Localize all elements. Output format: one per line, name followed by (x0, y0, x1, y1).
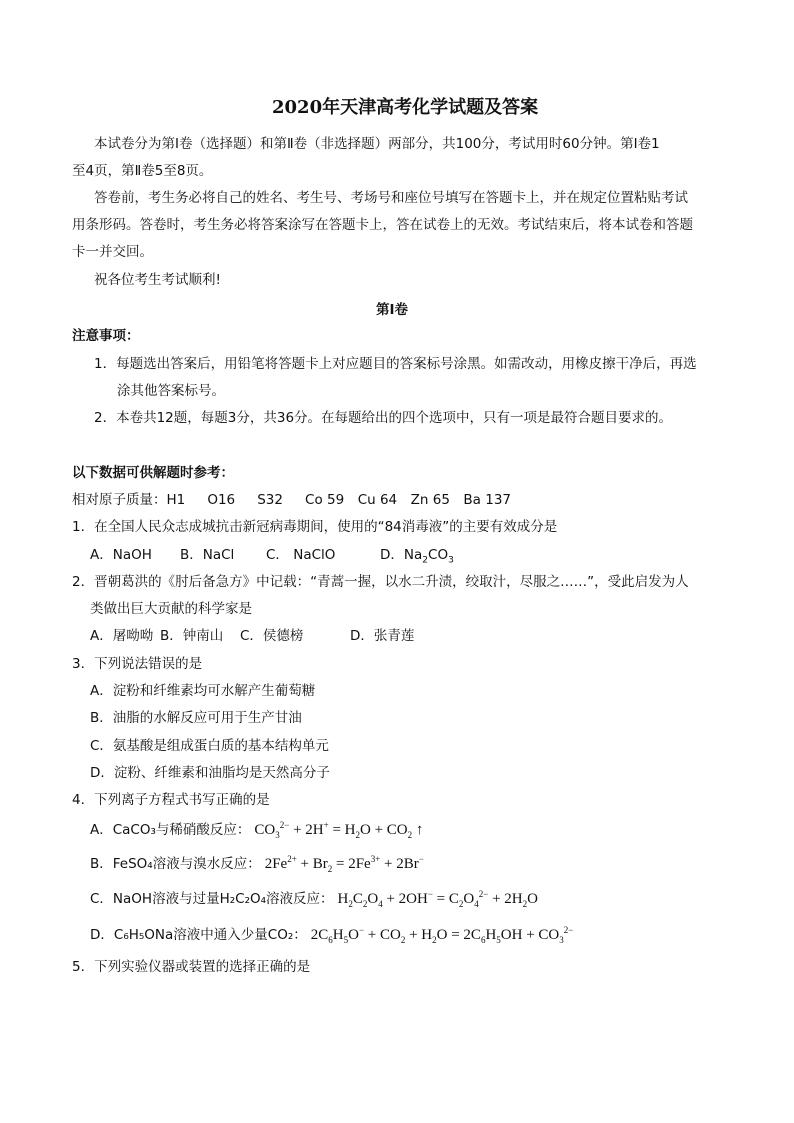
question-5-stem: 5．下列实验仪器或装置的选择正确的是 (72, 959, 311, 975)
question-3-option-a: A．淀粉和纤维素均可水解产生葡萄糖 (90, 683, 316, 699)
note-1-line-2: 涂其他答案标号。 (117, 383, 225, 399)
intro-paragraph-2-line-1: 答卷前，考生务必将自己的姓名、考生号、考场号和座位号填写在答题卡上，并在规定位置粘贴考试 (94, 190, 688, 206)
option-d-label: D．C₆H₅ONa溶液中通入少量CO₂： (90, 927, 307, 943)
page-title: 2020年天津高考化学试题及答案 (272, 97, 539, 118)
option-d-text: D．Na (380, 547, 423, 563)
question-1-option-d (380, 545, 454, 565)
question-1-option-b: B．NaCl (180, 547, 235, 563)
option-d-subscript-1: 2 (422, 555, 429, 566)
question-4-option-b (90, 854, 424, 874)
question-1-stem: 1．在全国人民众志成城抗击新冠病毒期间，使用的“84消毒液”的主要有效成分是 (72, 519, 558, 535)
notes-heading: 注意事项： (72, 328, 140, 344)
question-4-option-c (90, 889, 538, 909)
intro-paragraph-3: 祝各位考生考试顺利! (94, 272, 221, 288)
question-3-stem: 3．下列说法错误的是 (72, 656, 203, 672)
data-reference-heading: 以下数据可供解题时参考： (72, 465, 234, 481)
intro-paragraph-2-line-2: 用条形码。答卷时，考生务必将答案涂写在答题卡上，答在试卷上的无效。考试结束后，将本试卷和答题 (72, 217, 693, 233)
note-1-line-1: 1．每题选出答案后，用铅笔将答题卡上对应题目的答案标号涂黑。如需改动，用橡皮擦干净后，再选 (94, 356, 697, 372)
section-title: 第Ⅰ卷 (376, 302, 409, 318)
note-2: 2．本卷共12题，每题3分，共36分。在每题给出的四个选项中，只有一项是最符合题目要求的。 (94, 410, 673, 426)
question-3-option-c: C．氨基酸是组成蛋白质的基本结构单元 (90, 738, 329, 754)
option-d-equation: $2C_6H_5O^- + CO_2 + H_2O = 2C_6H_5OH + CO_3^{2-}$ (310, 925, 574, 945)
question-2-option-b: B．钟南山 (160, 628, 224, 644)
option-a-equation: $CO_3^{2-} + 2H^+ = H_2O + CO_2$ ↑ (254, 820, 424, 840)
question-2-option-c: C．侯德榜 (240, 628, 304, 644)
option-a-label: A．CaCO₃与稀硝酸反应： (90, 822, 251, 838)
question-2-stem-line-1: 2．晋朝葛洪的《肘后备急方》中记载：“青蒿一握，以水二升渍，绞取汁，尽服之……”，受此启发为人 (72, 574, 689, 590)
question-3-option-b: B．油脂的水解反应可用于生产甘油 (90, 710, 302, 726)
intro-paragraph-1-line-2: 至4页，第Ⅱ卷5至8页。 (72, 163, 213, 179)
intro-paragraph-1-line-1: 本试卷分为第Ⅰ卷（选择题）和第Ⅱ卷（非选择题）两部分，共100分，考试用时60分钟。第Ⅰ卷1 (94, 136, 660, 152)
option-d-text-2: CO (428, 547, 449, 563)
option-d-subscript-2: 3 (448, 555, 454, 566)
option-c-equation: $H_2C_2O_4 + 2OH^- = C_2O_4^{2-} + 2H_2O$ (337, 889, 538, 909)
intro-paragraph-2-line-3: 卡一并交回。 (72, 244, 153, 260)
option-b-equation: $2Fe^{2+} + Br_2 = 2Fe^{3+} + 2Br^-$ (264, 854, 424, 874)
atomic-masses: 相对原子质量：H1 O16 S32 Co 59 Cu 64 Zn 65 Ba 137 (72, 492, 512, 508)
question-1-option-a: A．NaOH (90, 547, 152, 563)
question-4-option-a (90, 820, 423, 840)
question-4-option-d (90, 925, 573, 945)
option-c-label: C．NaOH溶液与过量H₂C₂O₄溶液反应： (90, 891, 334, 907)
question-3-option-d: D．淀粉、纤维素和油脂均是天然高分子 (90, 765, 330, 781)
option-b-label: B．FeSO₄溶液与溴水反应： (90, 856, 261, 872)
question-2-stem-line-2: 类做出巨大贡献的科学家是 (90, 601, 252, 617)
question-2-option-d: D．张青莲 (350, 628, 415, 644)
question-2-option-a: A．屠呦呦 (90, 628, 154, 644)
question-4-stem: 4．下列离子方程式书写正确的是 (72, 792, 270, 808)
question-1-option-c: C． NaClO (266, 547, 336, 563)
